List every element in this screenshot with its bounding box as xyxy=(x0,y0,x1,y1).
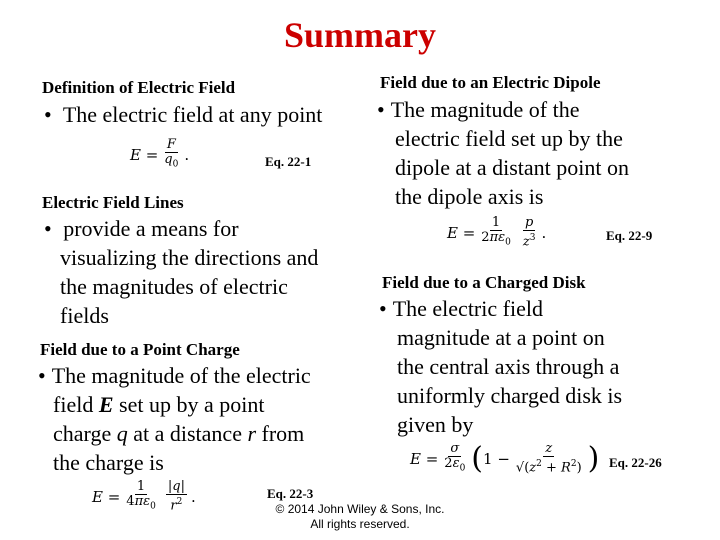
bullet-field-lines: • provide a means for visualizing the directions and the magnitudes of electric fields xyxy=(44,216,319,328)
eq-label-22-1: Eq. 22-1 xyxy=(265,154,312,169)
equation-22-9: E = $\frac{1}{2\pi\varepsilon_0}$ $\frac{p}{z^3}$ . xyxy=(447,215,547,250)
equation-22-26: E = $\frac{\sigma}{2\varepsilon_0}$ ( 1 − $\frac{z}{√(z^2 + R^2)}$ ) xyxy=(410,440,600,476)
bullet-icon: • xyxy=(44,216,52,241)
heading-definition-electric-field: Definition of Electric Field xyxy=(42,78,236,97)
bullet-icon: • xyxy=(38,363,46,388)
page-title: Summary xyxy=(284,15,436,55)
equation-22-1: E = $\frac{F}{q_0}$ . xyxy=(130,137,190,170)
bullet-text: The electric field at any point xyxy=(62,102,323,127)
bullet-disk: • The electric field magnitude at a point on the central axis through a uniformly charged disk is given by xyxy=(379,296,623,437)
bullet-point-charge: • The magnitude of the electric field E set up by a point charge q at a distance r from the charge is xyxy=(38,363,311,475)
heading-charged-disk: Field due to a Charged Disk xyxy=(382,273,586,292)
bullet-dipole: • The magnitude of the electric field set up by the dipole at a distant point on the dipole axis is xyxy=(377,97,630,209)
bullet-icon: • xyxy=(379,296,387,321)
eq-label-22-3: Eq. 22-3 xyxy=(267,486,314,501)
bullet-electric-field xyxy=(44,100,322,129)
copyright: © 2014 John Wiley & Sons, Inc. All rights reserved. xyxy=(275,502,445,531)
equation-22-3: E = $\frac{1}{4\pi\varepsilon_0}$ $\frac{|q|}{r^2}$ . xyxy=(92,479,196,514)
bullet-icon: • xyxy=(377,97,385,122)
eq-label-22-26: Eq. 22-26 xyxy=(609,455,662,470)
heading-point-charge: Field due to a Point Charge xyxy=(40,340,240,359)
heading-electric-dipole: Field due to an Electric Dipole xyxy=(380,73,601,92)
eq-label-22-9: Eq. 22-9 xyxy=(606,228,653,243)
bullet-icon: • xyxy=(44,102,52,127)
heading-electric-field-lines: Electric Field Lines xyxy=(42,193,184,212)
